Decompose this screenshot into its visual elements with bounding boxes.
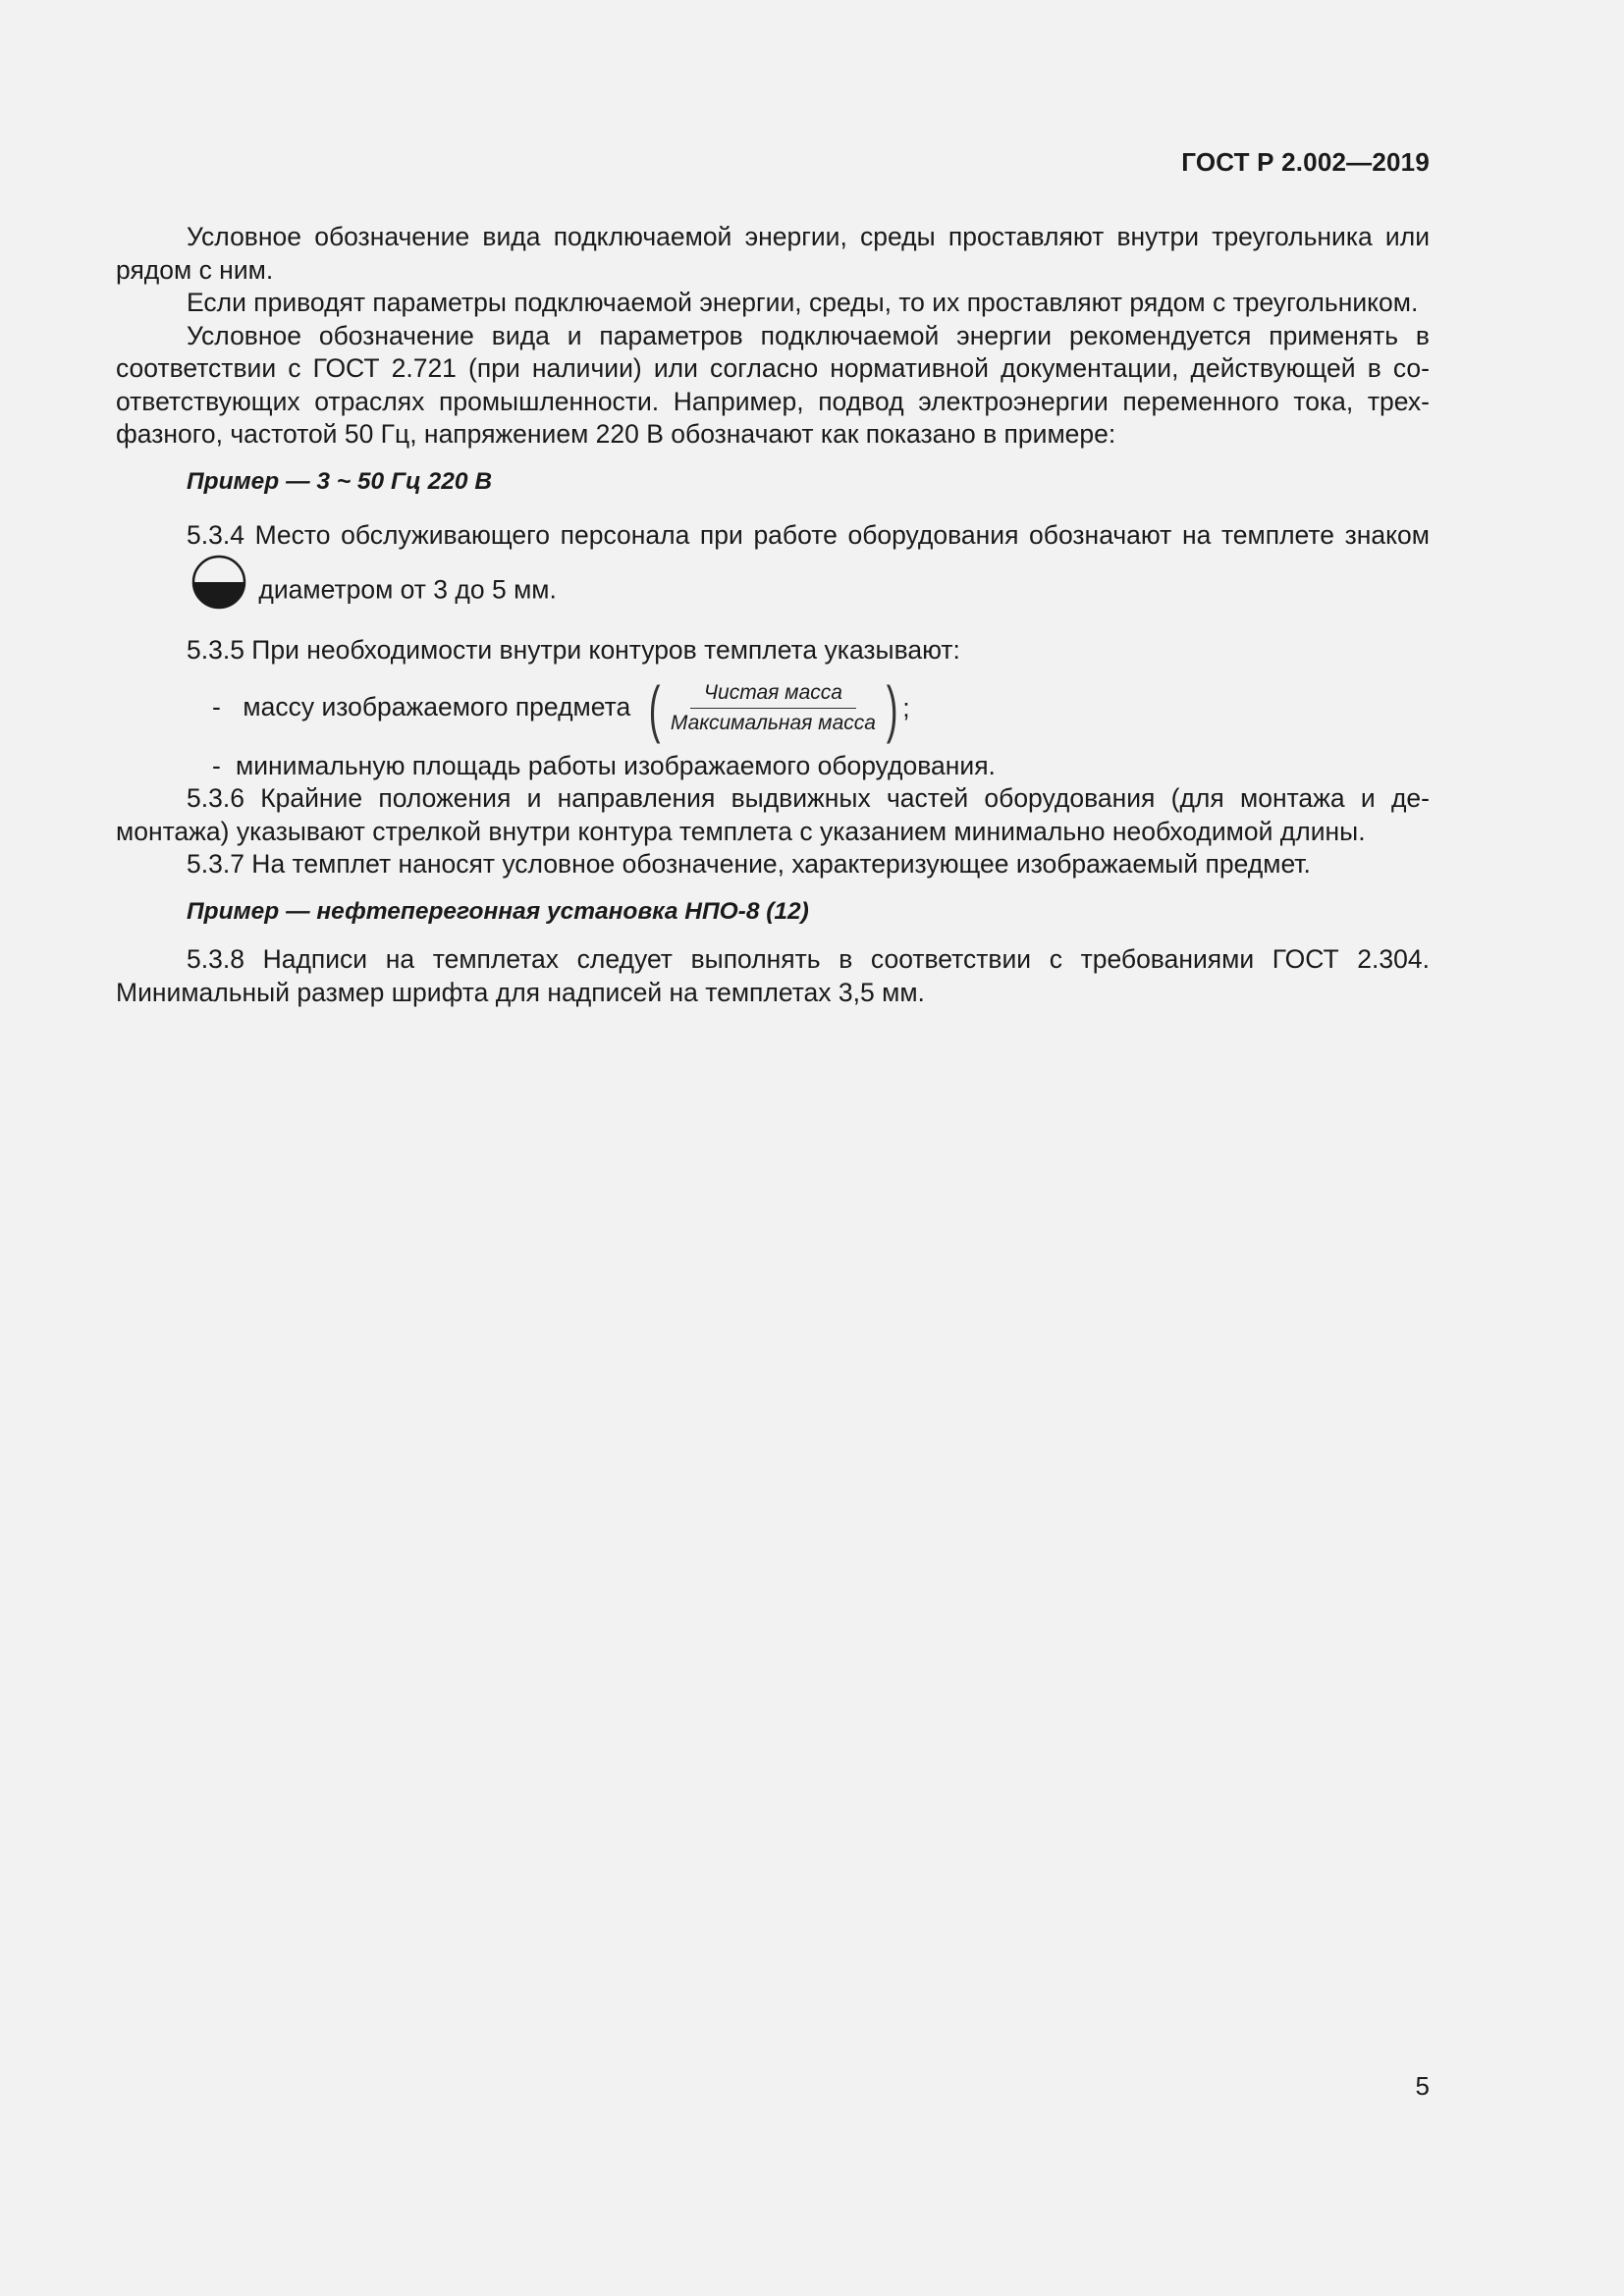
example-power-supply: Пример — 3 ~ 50 Гц 220 В xyxy=(187,467,493,495)
service-personnel-place-icon xyxy=(120,554,247,623)
section-5-3-6: 5.3.6 Крайние положения и направления выдвижных частей оборудования (для монтажа и демонтажа) указывают стрелкой внутри контура темплета с указанием минимально необходимой длины. xyxy=(116,783,1430,846)
page-number: 5 xyxy=(1415,2071,1430,2101)
fraction-denominator: Максимальная масса xyxy=(670,712,876,734)
list-item-mass xyxy=(116,672,1430,744)
section-5-3-4-text: 5.3.4 Место обслуживающего персонала при работе оборудования обозначают на темплете знаком xyxy=(187,520,1430,550)
list-item-mass-text: массу изображаемого предмета xyxy=(243,691,631,721)
section-5-3-7: 5.3.7 На темплет наносят условное обозначение, характеризующее изображаемый предмет. xyxy=(187,849,1311,879)
list-item-mass-suffix: ; xyxy=(902,692,910,722)
section-5-3-8: 5.3.8 Надписи на темплетах следует выполнять в соответствии с требованиями ГОСТ 2.304. Минимальный размер шрифта для надписей на темплетах 3,5 мм. xyxy=(116,944,1430,1007)
paragraph-energy-designation: Условное обозначение вида подключаемой энергии, среды проставляют внутри треугольника или рядом с ним. xyxy=(116,222,1430,285)
document-body xyxy=(116,221,1430,1009)
mass-fraction-formula: ( $\frac{\text{Чистая масса}}{\text{Максимальная масса}}$ ) ; xyxy=(648,672,910,744)
list-dash: - xyxy=(212,750,221,780)
section-5-3-4 xyxy=(116,513,1430,626)
paragraph-gost-reference: Условное обозначение вида и параметров подключаемой энергии рекомендуется применять в соответствии с ГОСТ 2.721 (при наличии) или согласно нормативной документации, действующей в соответствующих отраслях промышленности. Например, подвод электроэнергии переменного тока, трехфазного, частотой 50 Гц, напряжением 220 В обозначают как показано в примере: xyxy=(116,320,1430,449)
list-item-area xyxy=(116,750,1430,783)
example-installation: Пример — нефтеперегонная установка НПО-8 (12) xyxy=(187,897,809,925)
fraction-numerator: Чистая масса xyxy=(690,680,856,709)
list-dash: - xyxy=(212,691,221,721)
list-item-area-text: минимальную площадь работы изображаемого оборудования. xyxy=(236,750,996,780)
section-5-3-5: 5.3.5 При необходимости внутри контуров темплета указывают: xyxy=(187,635,960,665)
paragraph-energy-parameters: Если приводят параметры подключаемой энергии, среды, то их проставляют рядом с треугольником. xyxy=(187,288,1419,317)
section-5-3-4-size: диаметром от 3 до 5 мм. xyxy=(258,574,557,605)
document-header: ГОСТ Р 2.002—2019 xyxy=(1181,147,1430,177)
